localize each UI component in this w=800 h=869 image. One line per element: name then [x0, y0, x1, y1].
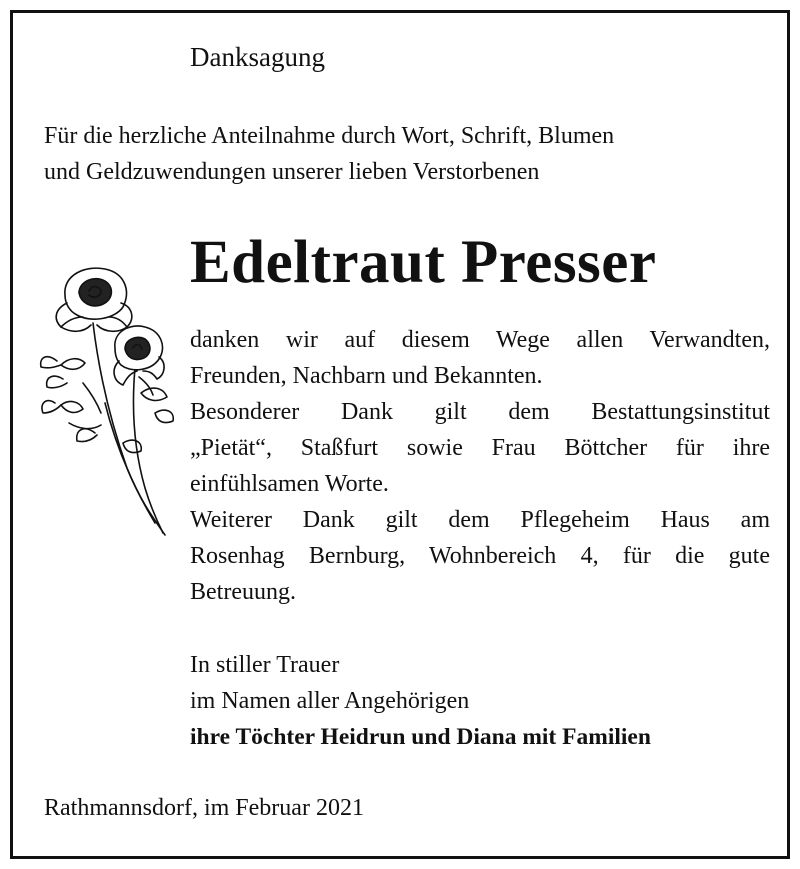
closing-block: [190, 647, 651, 755]
thanks-line: Rosenhag Bernburg, Wohnbereich 4, für die gute: [190, 543, 770, 569]
deceased-name: Edeltraut Presser: [190, 229, 657, 296]
rose-leaves: [41, 357, 174, 453]
intro-line: und Geldzuwendungen unserer lieben Verstorbenen: [44, 159, 540, 185]
thanks-line: Betreuung.: [190, 579, 296, 605]
rose-bloom-top: [56, 268, 132, 331]
thanks-line: Freunden, Nachbarn und Bekannten.: [190, 363, 543, 389]
notice-heading: Danksagung: [190, 42, 325, 72]
closing-line: im Namen aller Angehörigen: [190, 688, 470, 714]
intro-line: Für die herzliche Anteilnahme durch Wort, Schrift, Blumen: [44, 123, 615, 149]
thanks-line: Besonderer Dank gilt dem Bestattungsinstitut: [190, 399, 770, 425]
closing-line: In stiller Trauer: [190, 652, 340, 678]
thanks-line: „Pietät“, Staßfurt sowie Frau Böttcher für ihre: [190, 435, 770, 461]
rose-icon: [35, 253, 175, 538]
thanks-line: danken wir auf diesem Wege allen Verwandten,: [190, 327, 770, 353]
thanks-paragraph: [190, 322, 770, 610]
signers: ihre Töchter Heidrun und Diana mit Familien: [190, 724, 651, 750]
rose-bloom-lower: [114, 326, 164, 385]
rose-stem: [133, 368, 163, 533]
thanks-line: Weiterer Dank gilt dem Pflegeheim Haus am: [190, 507, 770, 533]
place-date: Rathmannsdorf, im Februar 2021: [44, 795, 364, 821]
intro-text: [44, 118, 614, 190]
obituary-notice: [10, 10, 790, 859]
thanks-line: einfühlsamen Worte.: [190, 471, 389, 497]
